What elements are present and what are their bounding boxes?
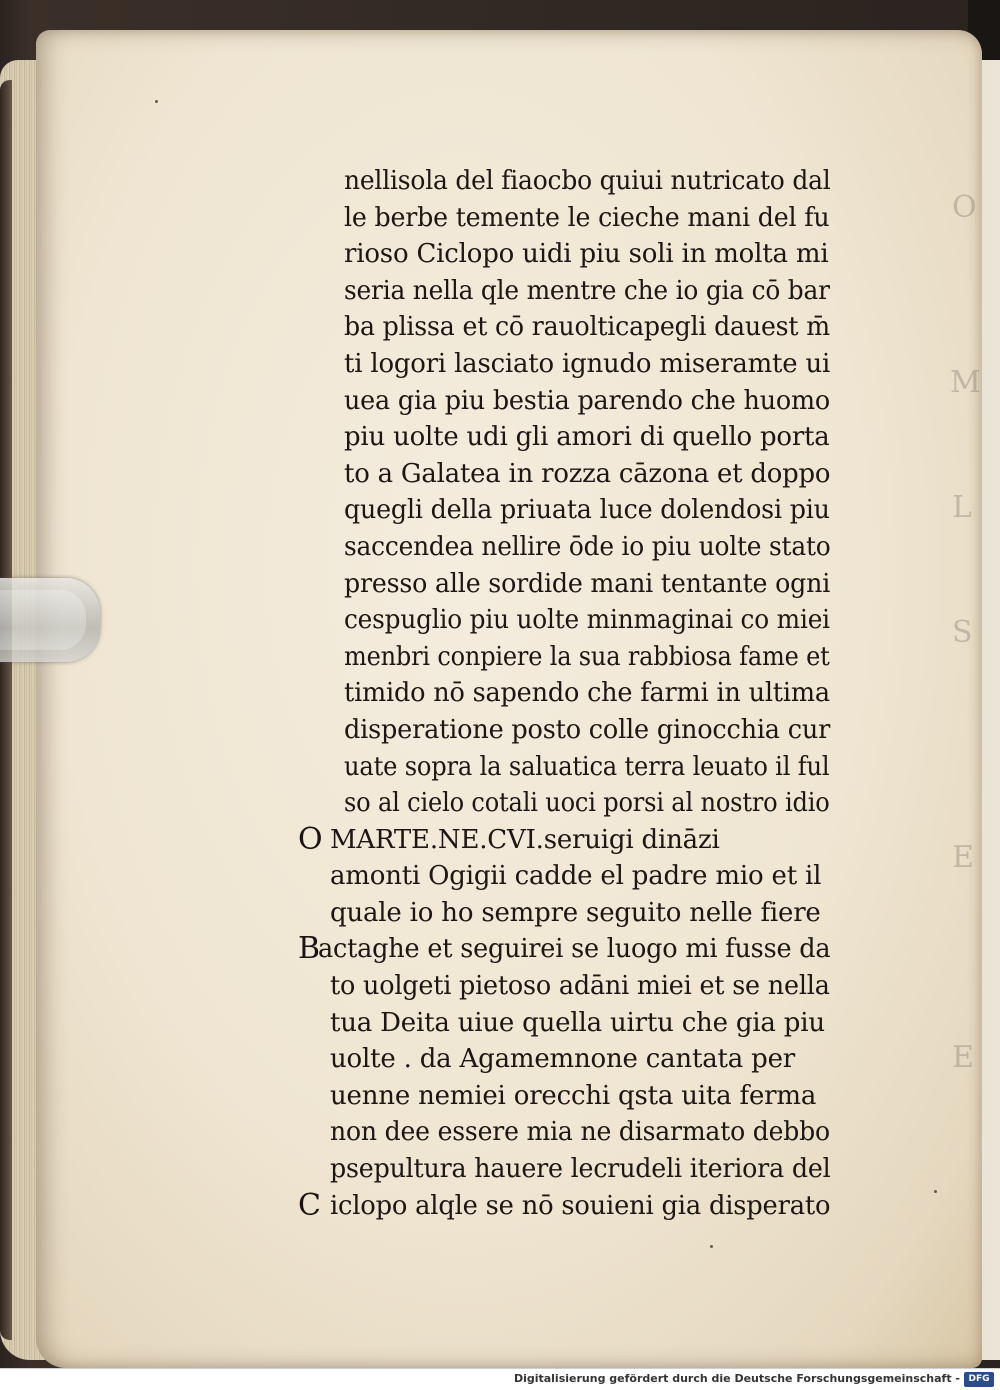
line-text: psepultura hauere lecrudeli iteriora del — [330, 1154, 831, 1185]
line-text: tua Deita uiue quella uirtu che gia piu — [330, 1007, 825, 1038]
line-text: quegli della priuata luce dolendosi piu — [344, 495, 830, 526]
text-line — [290, 1078, 830, 1115]
line-text: nellisola del fiaocbo quiui nutricato dal — [344, 166, 831, 196]
text-line — [290, 163, 830, 200]
line-text: ti logori lasciato ignudo miseramte ui — [344, 348, 831, 379]
text-line — [290, 529, 830, 566]
line-text: non dee essere mia ne disarmato debbo — [330, 1117, 830, 1148]
line-text: le berbe temente le cieche mani del fu — [344, 202, 830, 233]
text-line — [290, 200, 830, 237]
line-text: uolte . da Agamemnone cantata per — [330, 1044, 795, 1075]
bookmark-clip-highlight — [0, 590, 86, 650]
text-line — [290, 1151, 830, 1188]
facing-page-letter: E — [952, 1040, 974, 1075]
text-line — [290, 1114, 830, 1151]
line-text: to a Galatea in rozza cāzona et doppo — [344, 458, 831, 489]
line-text: iclopo alqle se nō souieni gia disperato — [330, 1190, 831, 1221]
line-text: uea gia piu bestia parendo che huomo — [344, 385, 831, 416]
binding-shadow — [0, 80, 12, 1340]
text-line — [290, 858, 830, 895]
text-line — [290, 236, 830, 273]
text-line — [290, 273, 830, 310]
line-text: disperatione posto colle ginocchia cur — [344, 714, 831, 745]
line-text: actaghe et seguirei se luogo mi fusse da — [318, 934, 831, 965]
page-speck — [934, 1190, 937, 1193]
line-text: piu uolte udi gli amori di quello porta — [344, 422, 830, 453]
footer-bar — [0, 1368, 1000, 1390]
text-line — [290, 675, 830, 712]
text-line — [290, 602, 830, 639]
footer-credit: Digitalisierung gefördert durch die Deutsche Forschungsgemeinschaft - — [513, 1372, 960, 1385]
facing-page-letter: O — [952, 190, 977, 225]
facing-page-letter: E — [952, 840, 974, 875]
text-line — [290, 822, 830, 859]
line-text: MARTE.NE.CVI.seruigi dināzi — [330, 824, 720, 855]
page-text-block — [290, 163, 830, 1224]
text-line — [290, 456, 830, 493]
text-line — [290, 1005, 830, 1042]
text-line — [290, 566, 830, 603]
text-line — [290, 968, 830, 1005]
text-line — [290, 931, 830, 968]
text-line — [290, 895, 830, 932]
text-line — [290, 419, 830, 456]
line-text: saccendea nellire ōde io piu uolte stato — [344, 531, 831, 562]
line-text: timido nō sapendo che farmi in ultima — [344, 678, 830, 709]
line-text: rioso Ciclopo uidi piu soli in molta mi — [344, 239, 829, 270]
initial-letter: B — [298, 931, 320, 967]
line-text: so al cielo cotali uoci porsi al nostro idio — [344, 788, 830, 819]
line-text: to uolgeti pietoso adāni miei et se nella — [330, 971, 830, 1002]
text-line — [290, 492, 830, 529]
page-speck — [155, 100, 158, 103]
line-text: uenne nemiei orecchi qsta uita ferma — [330, 1080, 817, 1111]
text-line — [290, 639, 830, 676]
line-text: menbri conpiere la sua rabbiosa fame et — [344, 641, 830, 672]
facing-page-letter: S — [952, 615, 973, 650]
text-line — [290, 1188, 830, 1225]
page-speck — [710, 1245, 713, 1248]
text-line — [290, 383, 830, 420]
line-text: cespuglio piu uolte minmaginai co miei — [344, 605, 830, 636]
text-line — [290, 785, 830, 822]
text-line — [290, 712, 830, 749]
text-line — [290, 1041, 830, 1078]
dfg-logo: DFG — [964, 1372, 994, 1387]
text-line — [290, 309, 830, 346]
text-line — [290, 346, 830, 383]
line-text: ba plissa et cō rauolticapegli dauest m̄ — [344, 312, 830, 343]
initial-letter: C — [298, 1187, 321, 1223]
line-text: amonti Ogigii cadde el padre mio et il — [330, 861, 822, 892]
line-text: quale io ho sempre seguito nelle fiere — [330, 897, 821, 928]
text-line — [290, 749, 830, 786]
facing-page-letter: L — [952, 490, 972, 525]
line-text: presso alle sordide mani tentante ogni — [344, 568, 831, 599]
line-text: uate sopra la saluatica terra leuato il ful — [344, 751, 830, 782]
facing-page-letter: M — [950, 365, 981, 400]
line-text: seria nella qle mentre che io gia cō bar — [344, 275, 830, 306]
initial-letter: O — [298, 821, 323, 857]
